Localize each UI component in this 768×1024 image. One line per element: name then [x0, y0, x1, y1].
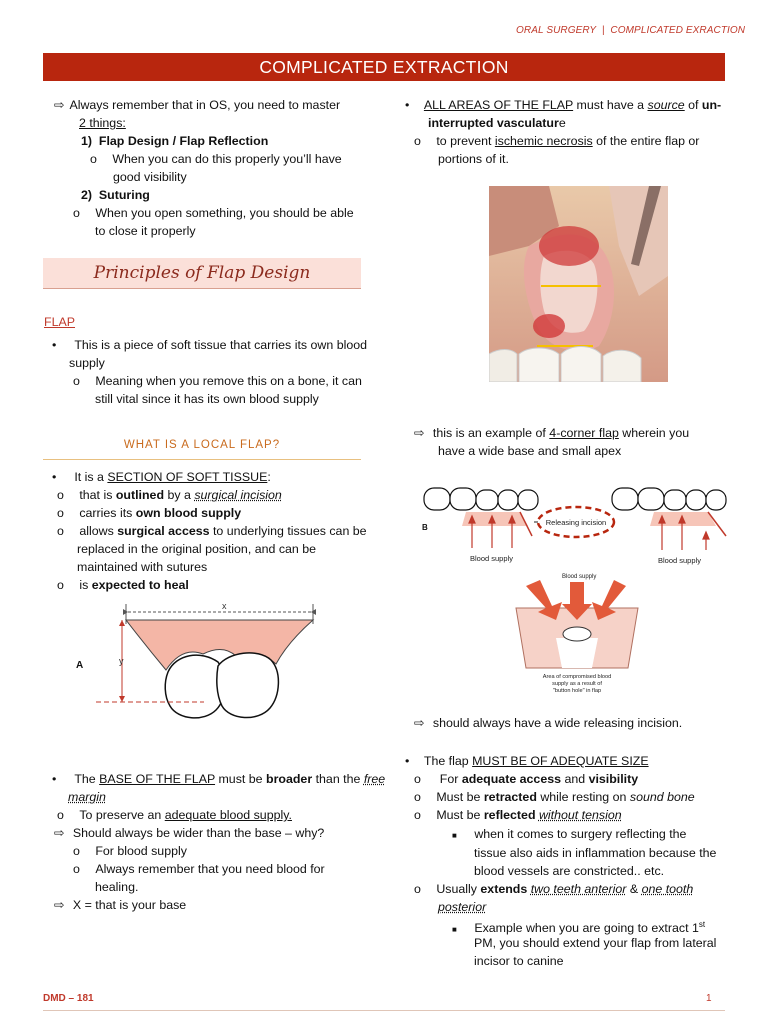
flap-sub-text: Meaning when you remove this on a bone, it can — [95, 374, 362, 388]
text-part: carries its — [79, 506, 136, 520]
label-x: x — [222, 601, 227, 611]
base-sub-2b-cont: healing. — [95, 880, 139, 894]
label-b: B — [422, 523, 428, 532]
section-principles-title: Principles of Flap Design — [93, 263, 311, 283]
text-part: Should always be wider than the base – why? — [72, 826, 325, 840]
list-item-suturing: 2) Suturing — [81, 188, 150, 202]
label-y: y — [119, 656, 124, 666]
footer-course-code: DMD – 181 — [43, 993, 94, 1004]
circle-bullet-icon: o — [57, 808, 64, 822]
tooth-right — [217, 653, 279, 718]
square-bullet-icon: ■ — [452, 925, 457, 935]
text-part: Must be — [436, 808, 484, 822]
bullet-icon: • — [52, 338, 57, 352]
sub-item — [90, 150, 342, 169]
text-part: interrupted vasculatur — [428, 116, 559, 130]
text-part: It is a — [74, 470, 108, 484]
compromised-area — [556, 638, 598, 668]
page-number: 1 — [706, 993, 712, 1004]
tooth — [518, 490, 538, 510]
text-part: The — [74, 772, 100, 786]
size-sub-2 — [414, 788, 695, 807]
text-part: & — [626, 882, 642, 896]
tooth-row-left — [424, 488, 538, 510]
text-part: ischemic necrosis — [494, 134, 593, 148]
tooth-row-right — [612, 488, 726, 510]
blood-supply-label: Blood supply — [562, 574, 597, 580]
flap-diagram-b — [416, 478, 736, 700]
tooth — [638, 488, 664, 510]
text-part: free — [363, 772, 386, 786]
text-part: by a — [164, 488, 195, 502]
circle-bullet-icon: o — [414, 134, 421, 148]
vasculature-sub — [414, 132, 699, 151]
circle-bullet-icon: o — [73, 862, 80, 876]
sub-item — [73, 204, 354, 223]
text-part: X = that is your base — [72, 898, 187, 912]
text-part: retracted — [483, 790, 537, 804]
flap-sub — [73, 372, 362, 391]
button-hole — [563, 627, 591, 641]
bullet-icon: • — [405, 98, 410, 112]
releasing-incision-label: Releasing incision — [545, 518, 607, 527]
circle-bullet-icon: o — [57, 578, 64, 592]
arrow-icon: ⇨ — [54, 98, 65, 112]
circle-bullet-icon: o — [414, 772, 421, 786]
size-sub-3a-cont: tissue also aids in inflammation because the — [474, 846, 717, 860]
base-sub-2a — [73, 842, 187, 861]
size-sub-3a — [452, 825, 686, 846]
text-part: should always have a wide releasing incision. — [432, 716, 683, 730]
sub-item-text: When you can do this properly you’ll have — [112, 152, 342, 166]
circle-bullet-icon: o — [73, 844, 80, 858]
text-part: un- — [701, 98, 722, 112]
local-flap-sub-2 — [57, 504, 241, 523]
circle-bullet-icon: o — [414, 882, 421, 896]
text-part: must have a — [573, 98, 648, 112]
vasculature-sub-cont: portions of it. — [438, 152, 509, 166]
intro-line-2: 2 things: — [79, 116, 126, 130]
text-part: surgical incision — [194, 488, 282, 502]
size-bullet — [405, 752, 649, 771]
tooth — [664, 490, 686, 510]
local-flap-heading: WHAT IS A LOCAL FLAP? — [43, 436, 361, 460]
header-course: ORAL SURGERY — [516, 25, 596, 36]
text-part: Must be — [436, 790, 484, 804]
text-part: allows — [79, 524, 118, 538]
list-item-flap-design: 1) Flap Design / Flap Reflection — [81, 134, 269, 148]
text-part: For blood supply — [95, 844, 187, 858]
size-sub-3 — [414, 806, 622, 825]
size-sub-4-cont: posterior — [438, 900, 487, 914]
size-sub-3a-cont: blood vessels are constricted.. etc. — [474, 864, 665, 878]
text-part: while resting on — [536, 790, 630, 804]
text-part: The flap — [423, 754, 473, 768]
base-x — [54, 896, 186, 915]
text-part: MUST BE OF ADEQUATE SIZE — [472, 754, 649, 768]
photo-tooth — [519, 348, 559, 382]
text-part: SECTION OF SOFT TISSUE — [107, 470, 268, 484]
text-part: that is — [79, 488, 116, 502]
sub-item-cont: good visibility — [113, 170, 187, 184]
page-title: COMPLICATED EXTRACTION — [43, 53, 725, 81]
vasculature-bullet — [405, 96, 721, 115]
blood-supply-label: Blood supply — [658, 556, 701, 565]
size-sub-4 — [414, 880, 693, 899]
text-part: Example when you are going to extract 1 — [474, 921, 699, 936]
header-separator: | — [601, 25, 605, 36]
flap-sub-cont: still vital since it has its own blood supply — [95, 392, 319, 406]
text-part: 4-corner flap — [549, 426, 619, 440]
clinical-flap-photo — [489, 186, 668, 382]
text-part: wherein you — [618, 426, 690, 440]
local-flap-sub-3-cont: maintained with sutures — [77, 560, 208, 574]
bullet-icon: • — [52, 470, 57, 484]
text-part: extends — [480, 882, 528, 896]
compromised-label: Area of compromised blood — [542, 674, 612, 680]
bullet-icon: • — [52, 772, 57, 786]
text-part: of the entire flap or — [592, 134, 700, 148]
circle-bullet-icon: o — [73, 206, 80, 220]
running-header — [516, 25, 745, 36]
text-part: outlined — [115, 488, 165, 502]
tooth — [450, 488, 476, 510]
text-part: to prevent — [436, 134, 495, 148]
circle-bullet-icon: o — [57, 524, 64, 538]
superscript: st — [698, 920, 706, 929]
text-part: broader — [266, 772, 313, 786]
size-sub-1 — [414, 770, 638, 789]
text-part: when it comes to surgery reflecting the — [474, 827, 687, 841]
arrow-icon: ⇨ — [414, 716, 425, 730]
tooth — [706, 490, 726, 510]
intro-text: Always remember that in OS, you need to master — [69, 98, 341, 112]
text-part: surgical access — [117, 524, 210, 538]
circle-bullet-icon: o — [414, 808, 421, 822]
flap-bullet-text: This is a piece of soft tissue that carries its own blood — [74, 338, 368, 352]
text-part: own blood supply — [135, 506, 242, 520]
text-part: is — [79, 578, 92, 592]
text-part: ALL AREAS OF THE FLAP — [423, 98, 574, 112]
local-flap-sub-3 — [57, 522, 367, 541]
intro-line — [54, 96, 340, 115]
sub-item-text: When you open something, you should be able — [95, 206, 354, 220]
circle-bullet-icon: o — [57, 488, 64, 502]
text-part: one tooth — [641, 882, 694, 896]
flap-bullet-cont: supply — [69, 356, 105, 370]
header-topic: COMPLICATED EXRACTION — [610, 25, 746, 36]
base-sub-1 — [57, 806, 292, 825]
arrow-icon: ⇨ — [414, 426, 425, 440]
text-part: adequate access — [461, 772, 561, 786]
text-part: For — [439, 772, 462, 786]
flap-shape — [126, 620, 313, 670]
circle-bullet-icon: o — [90, 152, 97, 166]
base-sub-2b — [73, 860, 325, 879]
text-part: Always remember that you need blood for — [95, 862, 325, 876]
arrow-up-icon — [119, 620, 125, 626]
base-bullet-cont: margin — [68, 790, 106, 804]
text-part: source — [647, 98, 685, 112]
section-principles — [43, 258, 361, 289]
text-part: to underlying tissues can be — [209, 524, 367, 538]
label-a: A — [76, 660, 84, 671]
text-part: two teeth anterior — [530, 882, 627, 896]
tooth — [476, 490, 498, 510]
arrow-up-icon — [703, 532, 709, 539]
text-part: e — [558, 116, 566, 130]
arrow-icon: ⇨ — [54, 898, 65, 912]
text-part: must be — [215, 772, 267, 786]
photo-tooth — [489, 350, 517, 383]
text-part: of — [684, 98, 702, 112]
photo-bleeding — [533, 314, 565, 338]
text-part: than the — [312, 772, 364, 786]
local-flap-sub-1 — [57, 486, 282, 505]
base-sub-2 — [54, 824, 324, 843]
local-flap-sub-4 — [57, 576, 189, 595]
text-part: expected to heal — [91, 578, 189, 592]
text-part: Usually — [436, 882, 481, 896]
photo-tooth — [603, 350, 641, 382]
blood-supply-label: Blood supply — [470, 554, 513, 563]
sub-item-cont: to close it properly — [95, 224, 196, 238]
tooth — [498, 490, 518, 510]
text-part: reflected — [483, 808, 536, 822]
circle-bullet-icon: o — [73, 374, 80, 388]
arrow-icon: ⇨ — [54, 826, 65, 840]
size-sub-4a-cont: incisor to canine — [474, 954, 564, 968]
text-part: sound bone — [629, 790, 695, 804]
local-flap-sub-3-cont: replaced in the original position, and can be — [77, 542, 317, 556]
compromised-label: supply as a result of — [552, 681, 602, 687]
tooth — [612, 488, 638, 510]
tooth — [686, 490, 706, 510]
arrow-down-icon — [119, 696, 125, 702]
photo-tooth — [561, 347, 601, 383]
text-part: adequate blood supply. — [164, 808, 292, 822]
size-sub-4a-cont: PM, you should extend your flap from lateral — [474, 936, 717, 950]
local-flap-intro — [52, 468, 271, 487]
tooth-left — [165, 655, 224, 718]
text-part: BASE OF THE FLAP — [99, 772, 216, 786]
flap-diagram-a — [66, 598, 336, 756]
tooth — [424, 488, 450, 510]
square-bullet-icon: ■ — [452, 831, 457, 840]
compromised-label: "button hole" in flap — [552, 688, 602, 694]
base-bullet — [52, 770, 385, 789]
example-line — [414, 424, 689, 443]
vasculature-bullet-cont — [428, 114, 566, 133]
wide-incision-line — [414, 714, 682, 733]
example-line-cont: have a wide base and small apex — [438, 444, 622, 458]
flap-heading: FLAP — [44, 315, 75, 329]
text-part: visibility — [588, 772, 639, 786]
flap-bullet — [52, 336, 367, 355]
circle-bullet-icon: o — [414, 790, 421, 804]
circle-bullet-icon: o — [57, 506, 64, 520]
text-part: : — [267, 470, 271, 484]
bullet-icon: • — [405, 754, 410, 768]
photo-bleeding — [539, 226, 599, 266]
text-part: and — [561, 772, 589, 786]
text-part: without tension — [538, 808, 622, 822]
text-part: To preserve an — [79, 808, 165, 822]
text-part: this is an example of — [432, 426, 550, 440]
footer-divider — [43, 1010, 725, 1011]
